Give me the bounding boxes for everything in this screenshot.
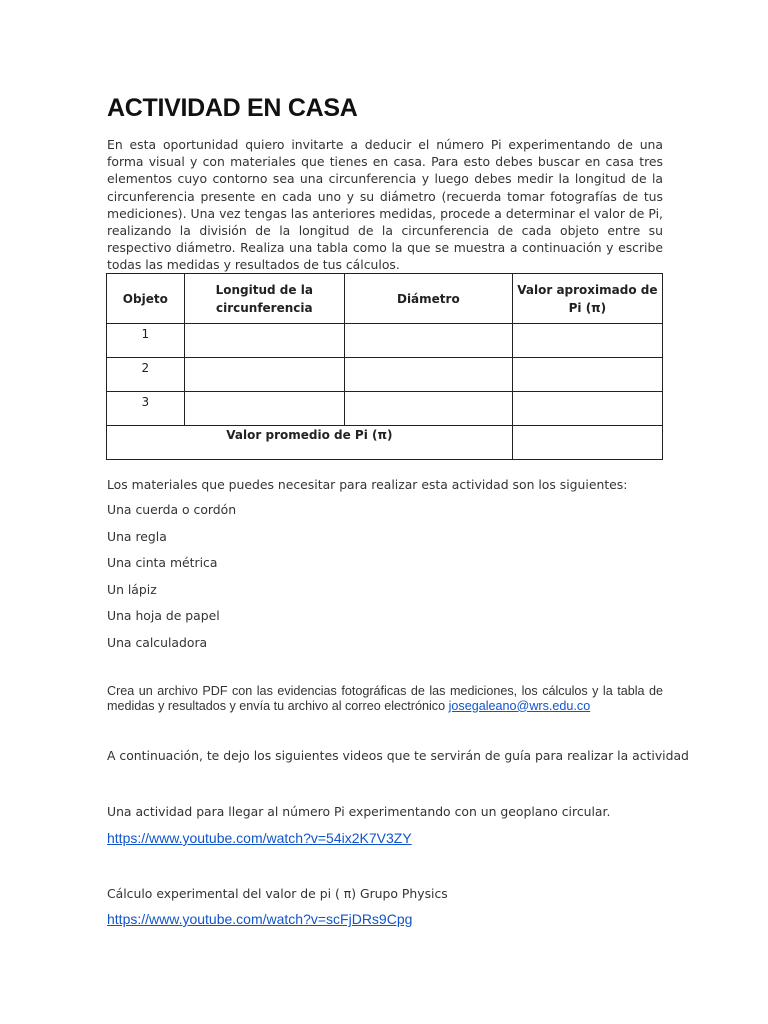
header-valor-pi: Valor aproximado de Pi (π) [512, 274, 662, 324]
list-item: Una hoja de papel [107, 608, 220, 623]
video-link[interactable]: https://www.youtube.com/watch?v=54ix2K7V3ZY [107, 830, 412, 846]
header-diametro: Diámetro [344, 274, 512, 324]
empty-cell [184, 392, 344, 426]
instructions-paragraph [107, 684, 663, 713]
header-longitud: Longitud de la circunferencia [184, 274, 344, 324]
list-item: Una regla [107, 528, 167, 544]
object-number: 3 [107, 392, 185, 426]
pi-table [106, 273, 663, 460]
page-title: ACTIVIDAD EN CASA [107, 94, 358, 122]
table-header-row [107, 274, 663, 324]
empty-cell [184, 324, 344, 358]
video-description: Una actividad para llegar al número Pi experimentando con un geoplano circular. [107, 804, 611, 819]
table-row [107, 392, 663, 426]
average-row [107, 426, 663, 460]
empty-cell [512, 358, 662, 392]
materials-intro: Los materiales que puedes necesitar para realizar esta actividad son los siguientes: [107, 477, 628, 492]
empty-cell [344, 392, 512, 426]
videos-intro: A continuación, te dejo los siguientes videos que te servirán de guía para realizar la actividad [107, 748, 689, 763]
intro-paragraph: En esta oportunidad quiero invitarte a deducir el número Pi experimentando de una forma visual y con materiales que tienes en casa. Para esto debes buscar en casa tres elementos cuyo contorno sea una circunferencia y luego debes medir la longitud de la circunferencia presente en cada uno y su diámetro (recuerda tomar fotografías de tus mediciones). Una vez tengas las anteriores medidas, procede a determinar el valor de Pi, realizando la división de la longitud de la circunferencia de cada objeto entre su respectivo diámetro. Realiza una tabla como la que se muestra a continuación y escribe todas las medidas y resultados de tus cálculos. [107, 137, 663, 273]
empty-cell [184, 358, 344, 392]
header-objeto: Objeto [107, 274, 185, 324]
list-item: Una cinta métrica [107, 555, 218, 570]
object-number: 1 [107, 324, 185, 358]
average-label: Valor promedio de Pi (π) [107, 426, 513, 460]
table-row [107, 358, 663, 392]
empty-cell [512, 324, 662, 358]
list-item: Una cuerda o cordón [107, 502, 237, 517]
materials-list [107, 501, 236, 660]
table-row [107, 324, 663, 358]
email-link[interactable]: josegaleano@wrs.edu.co [448, 698, 591, 713]
video-link[interactable]: https://www.youtube.com/watch?v=scFjDRs9Cpg [107, 911, 413, 927]
list-item: Una calculadora [107, 634, 208, 650]
instructions-text: Crea un archivo PDF con las evidencias fotográficas de las mediciones, los cálculos y la tabla de medidas y resultados y envía tu archivo al correo electrónico [107, 684, 663, 713]
empty-cell [512, 426, 662, 460]
video-description: Cálculo experimental del valor de pi ( π) Grupo Physics [107, 886, 448, 901]
empty-cell [512, 392, 662, 426]
list-item: Un lápiz [107, 581, 157, 597]
object-number: 2 [107, 358, 185, 392]
empty-cell [344, 324, 512, 358]
empty-cell [344, 358, 512, 392]
